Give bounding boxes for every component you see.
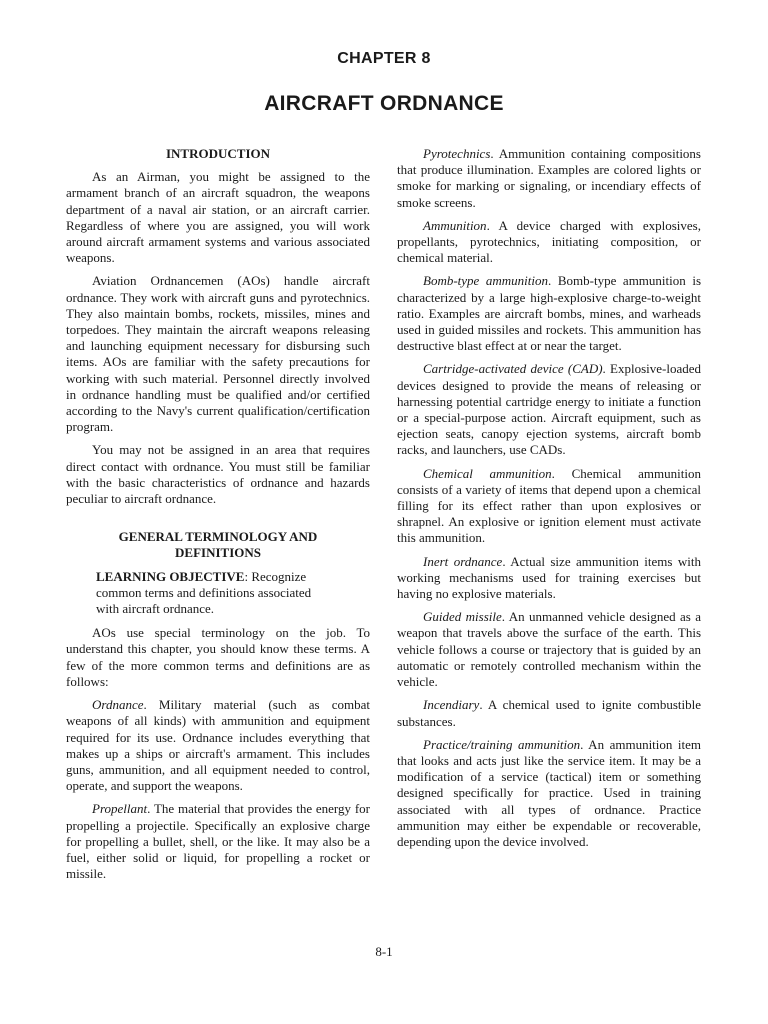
term-incendiary: Incendiary xyxy=(423,697,480,713)
term-propellant: Propellant xyxy=(92,801,148,817)
term-ordnance: Ordnance xyxy=(92,697,144,713)
definition-practice-training-ammunition-text: . An ammunition item that looks and acts just like the service item. It may be a modification of a service (tactical) item or something designed specifically for practice. Used in training associated with all types of ordnance. Practice ammunition may either be expendable or recoverable, depending upon the device involved. xyxy=(397,736,701,849)
learning-objective-text: : Recognize common terms and definitions associated with aircraft ordnance. xyxy=(96,568,312,617)
definition-ordnance-text: . Military material (such as combat weapons of all kinds) with ammunition and equipment required for its use. Ordnance includes everything that makes up a ships or aircraft's armament. This includes guns, ammunition, and all equipment needed to control, operate, and support the weapons. xyxy=(66,697,370,794)
term-inert-ordnance: Inert ordnance xyxy=(423,553,503,569)
term-practice-training-ammunition: Practice/training ammunition xyxy=(423,736,581,752)
term-chemical-ammunition: Chemical ammunition xyxy=(423,465,552,481)
definition-chemical-ammunition xyxy=(397,466,701,547)
definition-incendiary xyxy=(397,697,701,729)
definition-cad xyxy=(397,361,701,458)
chapter-label: CHAPTER 8 xyxy=(337,50,431,67)
definition-ordnance xyxy=(66,697,370,794)
definition-ammunition-text: . A device charged with explosives, propellants, pyrotechnics, initiating composition, or chemical material. xyxy=(397,217,701,266)
term-bomb-type-ammunition: Bomb-type ammunition xyxy=(423,273,549,289)
definition-bomb-type-ammunition xyxy=(397,273,701,354)
definition-propellant-text: . The material that provides the energy for propelling a projectile. Specifically an explosive charge for propelling a bullet, shell, or the like. It may also be a fuel, either solid or liquid, for propelling a rocket or missile. xyxy=(66,801,370,882)
definition-incendiary-text: . A chemical used to ignite combustible substances. xyxy=(397,697,701,729)
definition-pyrotechnics-text: . Ammunition containing compositions that produce illumination. Examples are colored lights or smoke for marking or signaling, or incendiary effects of smoke screens. xyxy=(397,146,701,210)
right-column xyxy=(397,146,701,857)
learning-objective-label: LEARNING OBJECTIVE xyxy=(96,568,245,584)
introduction-heading: INTRODUCTION xyxy=(165,146,270,161)
definition-bomb-type-ammunition-text: . Bomb-type ammunition is characterized by a large high-explosive charge-to-weight ratio. Examples are aircraft bombs, mines, and warheads used in guided missiles and rockets. This ammunition has destructive blast effect at or near the target. xyxy=(397,273,702,354)
intro-paragraph-1: As an Airman, you might be assigned to the armament branch of an aircraft squadron, the weapons department of a naval air station, or an aircraft carrier. Regardless of where you are assigned, you will work around aircraft armament systems and various associated weapons. xyxy=(66,169,370,266)
definition-chemical-ammunition-text: . Chemical ammunition consists of a variety of items that depend upon a chemical filling for its effect rather than upon explosives or shrapnel. An explosive or ignition element must activate this ammunition. xyxy=(397,465,701,546)
left-column xyxy=(66,146,370,889)
general-terminology-heading: GENERAL TERMINOLOGY AND DEFINITIONS xyxy=(118,529,318,561)
definition-ammunition xyxy=(397,218,701,267)
chapter-title: AIRCRAFT ORDNANCE xyxy=(264,92,504,115)
definition-guided-missile-text: . An unmanned vehicle designed as a weapon that travels above the surface of the earth. This vehicle follows a course or trajectory that is guided by an automatic or remotely controlled mechanism within the vehicle. xyxy=(397,609,702,690)
definition-inert-ordnance xyxy=(397,554,701,603)
term-guided-missile: Guided missile xyxy=(423,609,502,625)
definition-guided-missile xyxy=(397,609,701,690)
term-cad: Cartridge-activated device (CAD) xyxy=(423,361,603,377)
term-pyrotechnics: Pyrotechnics xyxy=(423,146,491,161)
page-number: 8-1 xyxy=(375,944,393,959)
definition-pyrotechnics xyxy=(397,146,701,211)
term-ammunition: Ammunition xyxy=(423,217,487,233)
terms-intro-paragraph: AOs use special terminology on the job. To understand this chapter, you should know these terms. A few of the more common terms and definitions are as follows: xyxy=(66,625,370,689)
definition-inert-ordnance-text: . Actual size ammunition items with working mechanisms used for training exercises but having no explosive materials. xyxy=(397,553,701,602)
definition-propellant xyxy=(66,801,370,882)
intro-paragraph-3: You may not be assigned in an area that requires direct contact with ordnance. You must still be familiar with the basic characteristics of ordnance and hazards peculiar to aircraft ordnance. xyxy=(66,442,370,507)
definition-practice-training-ammunition xyxy=(397,737,701,850)
definition-cad-text: . Explosive-loaded devices designed to provide the means of releasing or harnessing potential cartridge energy to initiate a function or a special-purpose action. Aircraft equipment, such as ejection seats, canopy ejection systems, aircraft bomb racks, and launchers, use CADs. xyxy=(397,361,701,458)
learning-objective xyxy=(66,569,370,618)
intro-paragraph-2: Aviation Ordnancemen (AOs) handle aircraft ordnance. They work with aircraft guns and pyrotechnics. They also maintain bombs, rockets, missiles, mines and torpedoes. They maintain the aircraft weapons releasing and launching equipment necessary for disbursing such items. AOs are familiar with the safety precautions for working with such material. Personnel directly involved in ordnance handling must be qualified and/or certified according to the Navy's current qualification/certification program. xyxy=(66,273,370,435)
